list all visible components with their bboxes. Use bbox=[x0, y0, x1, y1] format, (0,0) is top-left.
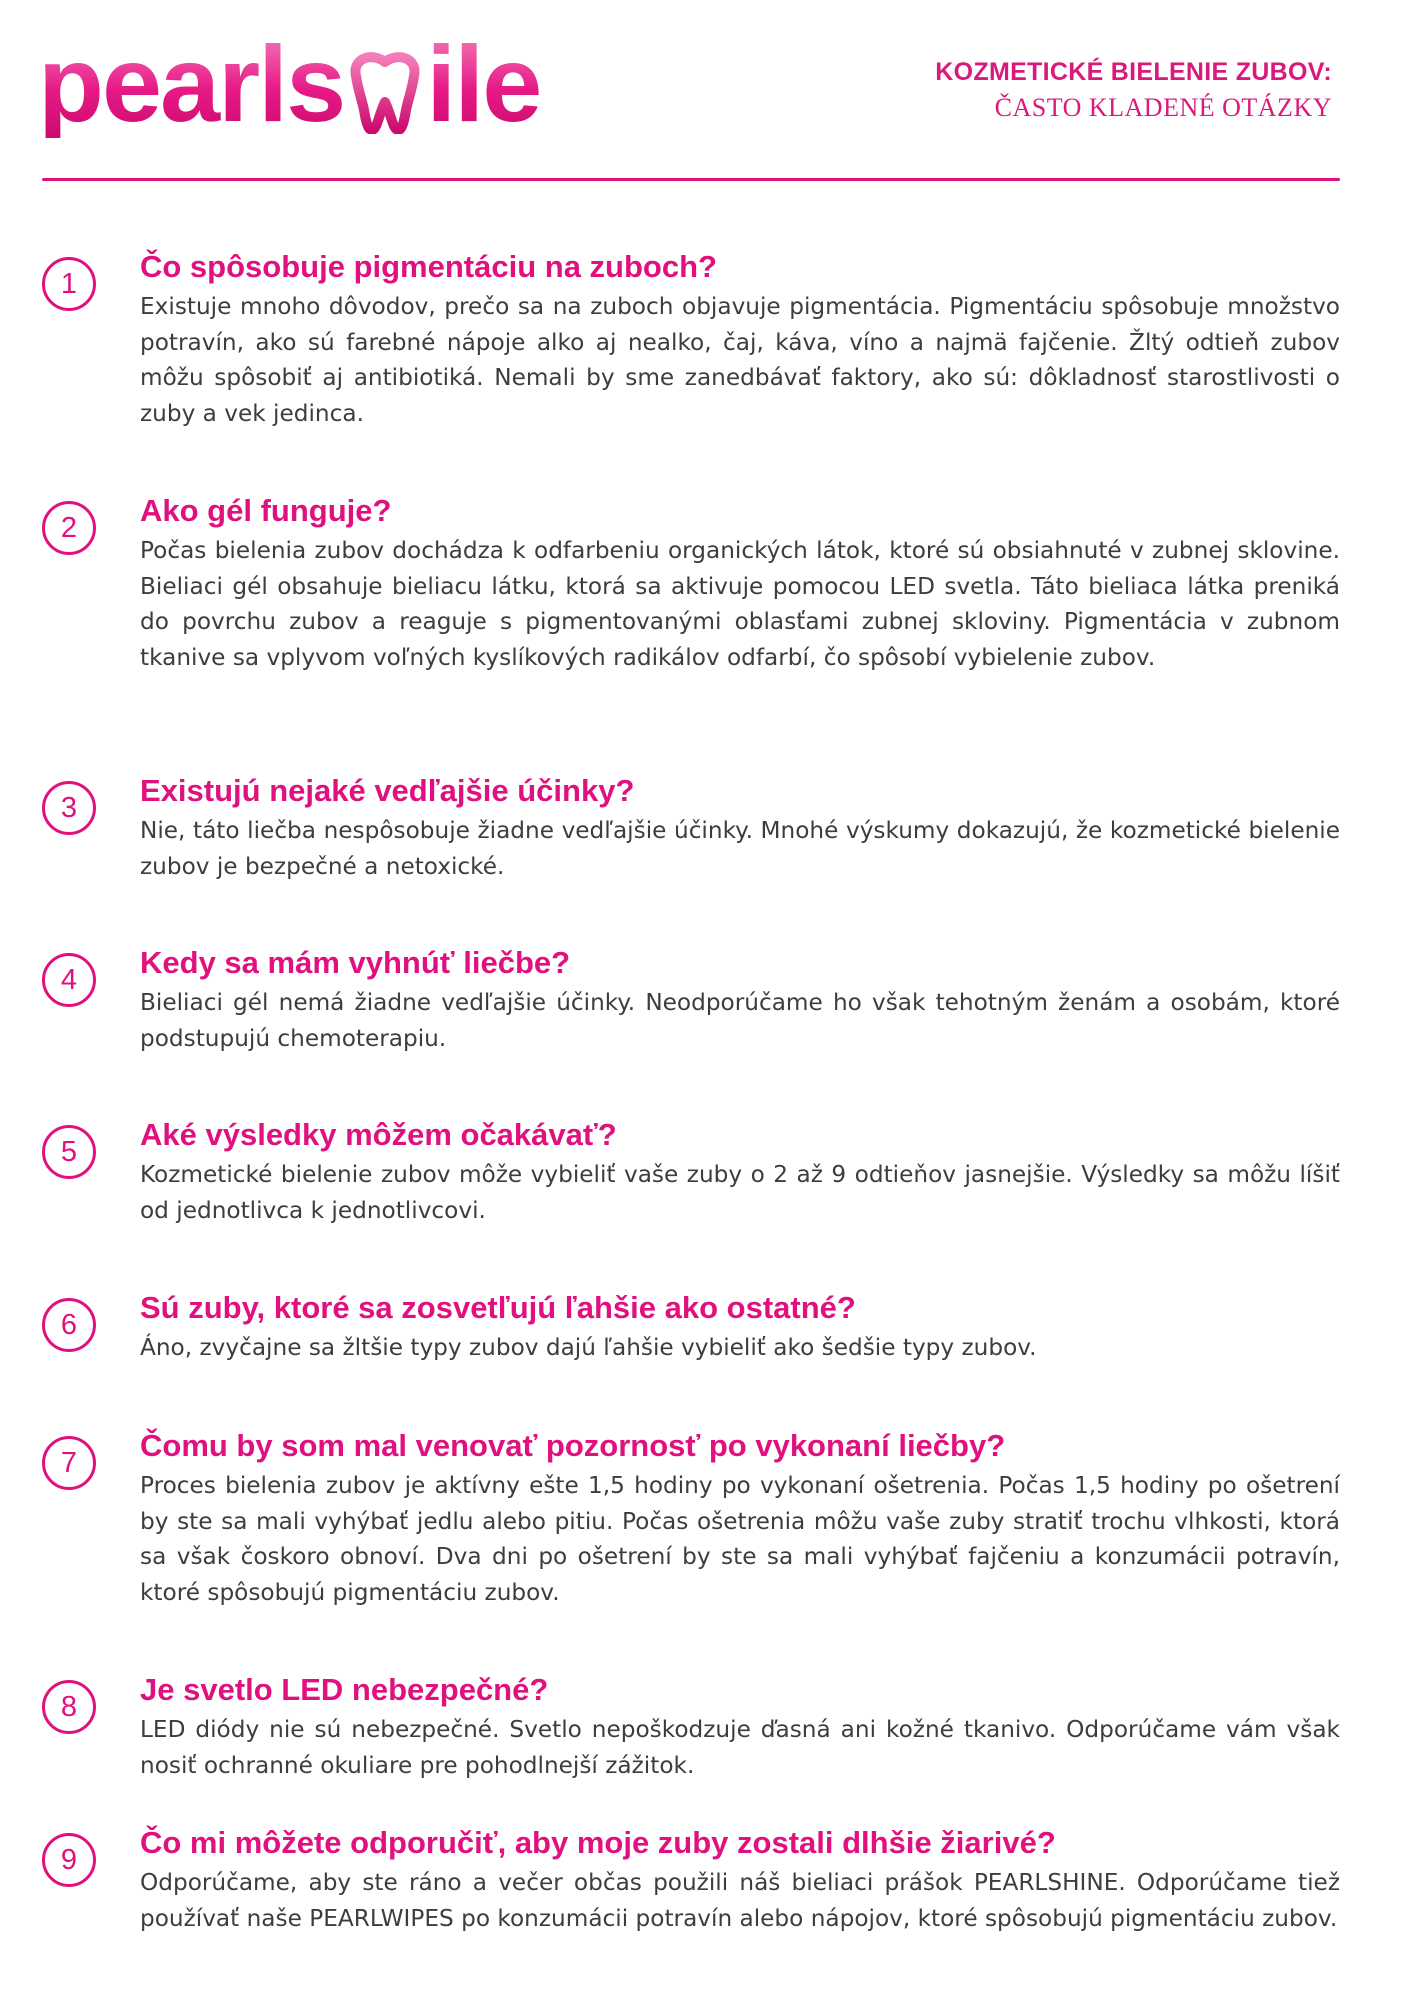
faq-question: Kedy sa mám vyhnúť liečbe? bbox=[140, 945, 571, 980]
faq-answer: Počas bielenia zubov dochádza k odfarbeniu organických látok, ktoré sú obsiahnuté v zubnej sklovine. Bieliaci gél obsahuje bieliacu látku, ktorá sa aktivuje pomocou LED svetla. Táto bieliaca látka preniká do povrchu zubov a reaguje s pigmentovanými oblasťami zubnej skloviny. Pigmentácia v zubnom tkanive sa vplyvom voľných kyslíkových radikálov odfarbí, čo spôsobí vybielenie zubov. bbox=[140, 537, 1340, 671]
faq-question: Čomu by som mal venovať pozornosť po vykonaní liečby? bbox=[140, 1428, 1006, 1463]
faq-number-badge: 2 bbox=[42, 501, 96, 555]
faq-answer: Odporúčame, aby ste ráno a večer občas použili náš bieliaci prášok PEARLSHINE. Odporúčame tiež používať naše PEARLWIPES po konzumácii potravín alebo nápojov, ktoré spôsobujú pigmentáciu zubov. bbox=[140, 1869, 1340, 1932]
faq-number-badge: 9 bbox=[42, 1833, 96, 1887]
faq-number-badge: 7 bbox=[42, 1436, 96, 1490]
header-title bbox=[935, 58, 1332, 123]
faq-question: Čo spôsobuje pigmentáciu na zuboch? bbox=[140, 249, 717, 284]
brand-logo bbox=[38, 23, 541, 144]
faq-answer: Existuje mnoho dôvodov, prečo sa na zuboch objavuje pigmentácia. Pigmentáciu spôsobuje množstvo potravín, ako sú farebné nápoje alko aj nealko, čaj, káva, víno a najmä fajčenie. Žltý odtieň zubov môžu spôsobiť aj antibiotiká. Nemali by sme zanedbávať faktory, ako sú: dôkladnosť starostlivosti o zuby a vek jedinca. bbox=[140, 293, 1340, 427]
faq-question: Je svetlo LED nebezpečné? bbox=[140, 1672, 549, 1707]
faq-number-badge: 5 bbox=[42, 1125, 96, 1179]
header-title-line2: ČASTO KLADENÉ OTÁZKY bbox=[994, 93, 1332, 122]
faq-answer: Nie, táto liečba nespôsobuje žiadne vedľajšie účinky. Mnohé výskumy dokazujú, že kozmetické bielenie zubov je bezpečné a netoxické. bbox=[140, 817, 1340, 880]
faq-question: Čo mi môžete odporučiť, aby moje zuby zostali dlhšie žiarivé? bbox=[140, 1825, 1056, 1860]
faq-answer: Proces bielenia zubov je aktívny ešte 1,5 hodiny po vykonaní ošetrenia. Počas 1,5 hodiny po ošetrení by ste sa mali vyhýbať jedlu alebo pitiu. Počas ošetrenia môžu vaše zuby stratiť trochu vlhkosti, ktorá sa však čoskoro obnoví. Dva dni po ošetrení by ste sa mali vyhýbať fajčeniu a konzumácii potravín, ktoré spôsobujú pigmentáciu zubov. bbox=[140, 1472, 1340, 1606]
faq-answer: Bieliaci gél nemá žiadne vedľajšie účinky. Neodporúčame ho však tehotným ženám a osobám, ktoré podstupujú chemoterapiu. bbox=[140, 989, 1340, 1052]
faq-number-badge: 8 bbox=[42, 1680, 96, 1734]
faq-number-badge: 4 bbox=[42, 953, 96, 1007]
tooth-icon bbox=[346, 50, 424, 134]
logo-text-end: ile bbox=[426, 23, 541, 144]
logo-text-start: pearls bbox=[38, 23, 345, 144]
faq-question: Sú zuby, ktoré sa zosvetľujú ľahšie ako ostatné? bbox=[140, 1290, 856, 1325]
header-divider bbox=[42, 178, 1340, 181]
faq-number-badge: 1 bbox=[42, 257, 96, 311]
faq-answer: LED diódy nie sú nebezpečné. Svetlo nepoškodzuje ďasná ani kožné tkanivo. Odporúčame vám však nosiť ochranné okuliare pre pohodlnejší zážitok. bbox=[140, 1716, 1340, 1779]
faq-question: Existujú nejaké vedľajšie účinky? bbox=[140, 773, 635, 808]
faq-question: Ako gél funguje? bbox=[140, 493, 392, 528]
faq-number-badge: 3 bbox=[42, 781, 96, 835]
faq-question: Aké výsledky môžem očakávať? bbox=[140, 1117, 617, 1152]
faq-number-badge: 6 bbox=[42, 1298, 96, 1352]
faq-answer: Áno, zvyčajne sa žltšie typy zubov dajú ľahšie vybieliť ako šedšie typy zubov. bbox=[140, 1334, 1037, 1361]
faq-answer: Kozmetické bielenie zubov môže vybieliť vaše zuby o 2 až 9 odtieňov jasnejšie. Výsledky sa môžu líšiť od jednotlivca k jednotlivcovi. bbox=[140, 1161, 1340, 1224]
header-title-line1: KOZMETICKÉ BIELENIE ZUBOV: bbox=[935, 58, 1332, 86]
